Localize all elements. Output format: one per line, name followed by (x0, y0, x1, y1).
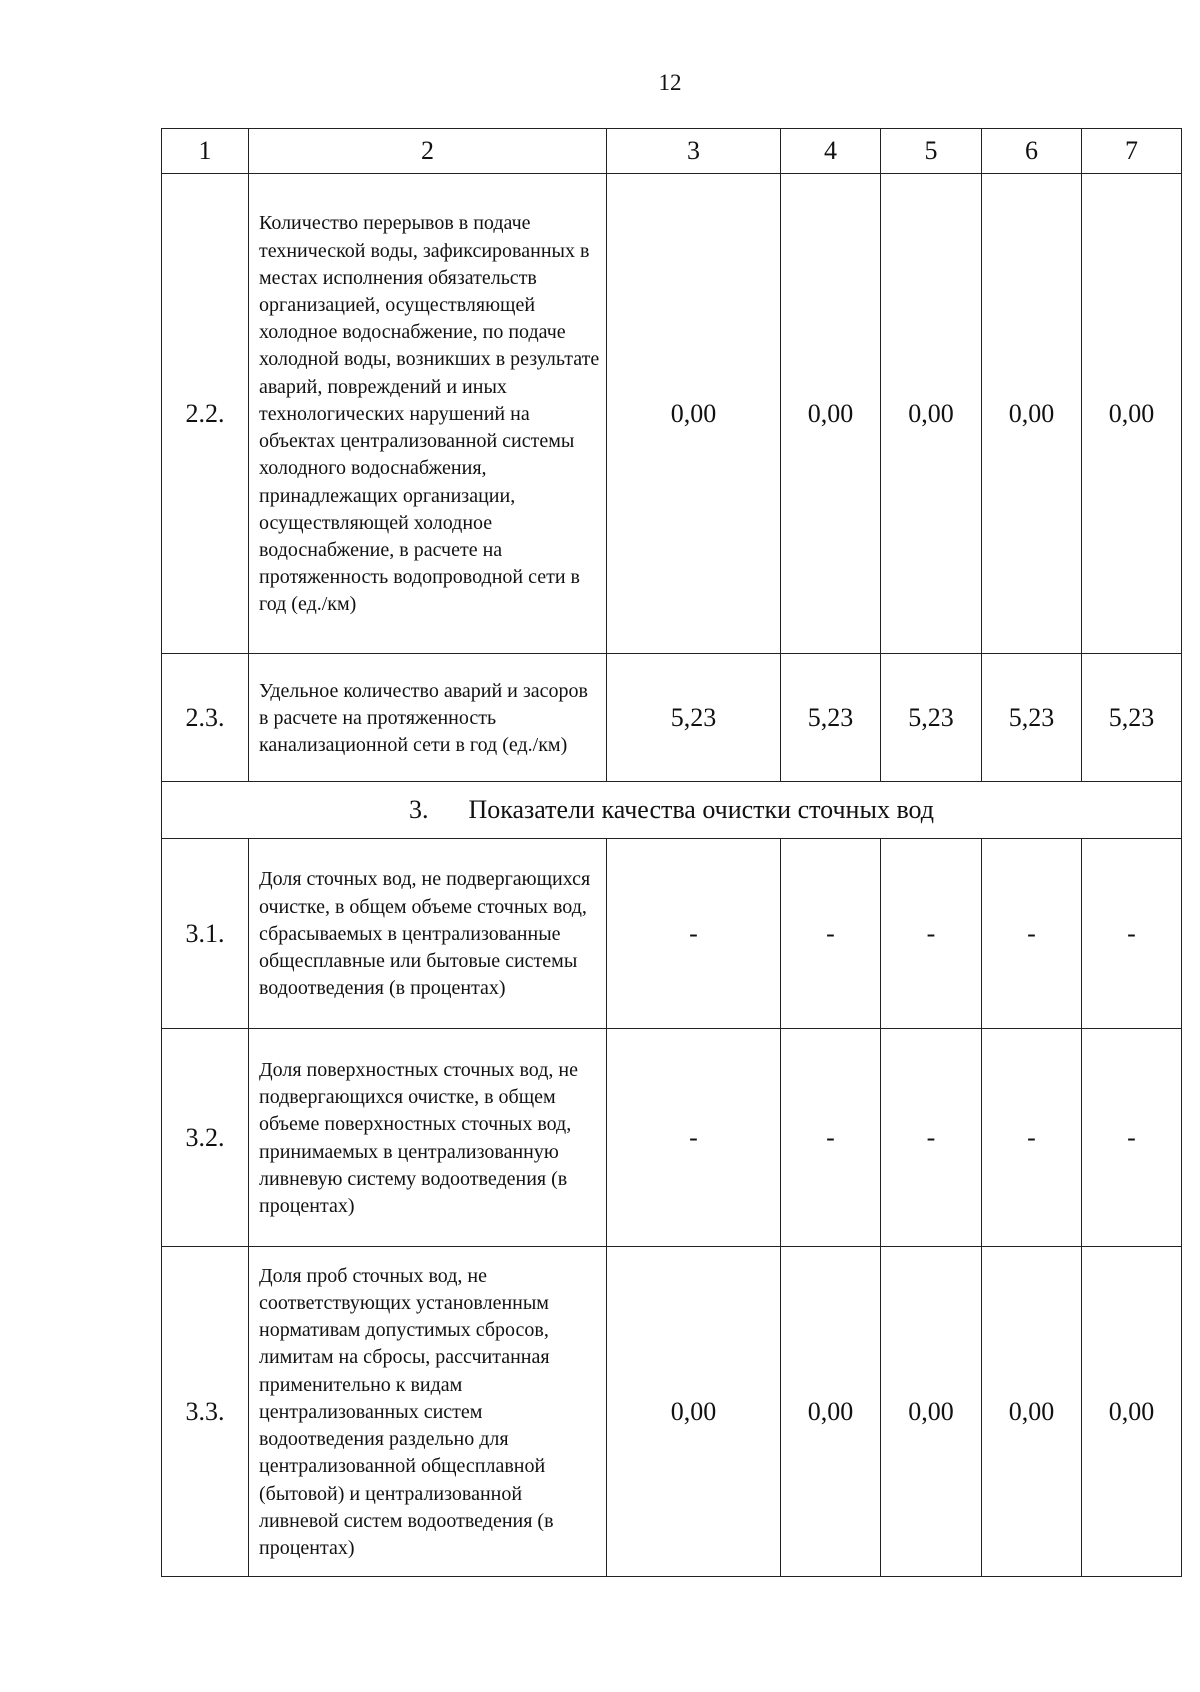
table-row (162, 839, 1182, 1029)
header-cell: 4 (781, 129, 881, 174)
row-number: 3.1. (162, 839, 249, 1029)
row-number: 2.3. (162, 654, 249, 782)
header-cell: 5 (881, 129, 982, 174)
row-description: Доля поверхностных сточных вод, не подвергающихся очистке, в общем объеме поверхностных сточных вод, принимаемых в централизованную ливневую систему водоотведения (в процентах) (249, 1029, 607, 1247)
value-cell: 0,00 (607, 174, 781, 654)
section-title: Показатели качества очистки сточных вод (468, 795, 935, 824)
value-cell: 5,23 (607, 654, 781, 782)
value-cell: 0,00 (607, 1247, 781, 1577)
value-cell: 0,00 (881, 174, 982, 654)
header-cell: 6 (982, 129, 1082, 174)
section-heading (162, 782, 1182, 839)
value-cell: 5,23 (1082, 654, 1182, 782)
header-cell: 1 (162, 129, 249, 174)
value-cell: 0,00 (781, 1247, 881, 1577)
table-row (162, 1247, 1182, 1577)
row-description: Удельное количество аварий и засоров в расчете на протяженность канализационной сети в год (ед./км) (249, 654, 607, 782)
table-row (162, 654, 1182, 782)
section-number: 3. (408, 795, 429, 824)
value-cell: 0,00 (1082, 1247, 1182, 1577)
value-cell: 0,00 (982, 1247, 1082, 1577)
page-number: 12 (658, 70, 682, 95)
value-cell: - (881, 839, 982, 1029)
header-cell: 2 (249, 129, 607, 174)
value-cell: 5,23 (881, 654, 982, 782)
row-number: 2.2. (162, 174, 249, 654)
row-description: Доля сточных вод, не подвергающихся очистке, в общем объеме сточных вод, сбрасываемых в централизованные общесплавные или бытовые системы водоотведения (в процентах) (249, 839, 607, 1029)
value-cell: - (781, 1029, 881, 1247)
header-cell: 7 (1082, 129, 1182, 174)
row-number: 3.2. (162, 1029, 249, 1247)
row-description: Доля проб сточных вод, не соответствующих установленным нормативам допустимых сбросов, лимитам на сбросы, рассчитанная применительно к видам централизованных систем водоотведения раздельно для централизованной общесплавной (бытовой) и централизованной ливневой систем водоотведения (в процентах) (249, 1247, 607, 1577)
table-row (162, 1029, 1182, 1247)
row-description: Количество перерывов в подаче технической воды, зафиксированных в местах исполнения обязательств организацией, осуществляющей холодное водоснабжение, по подаче холодной воды, возникших в результате аварий, повреждений и иных технологических нарушений на объектах централизованной системы холодного водоснабжения, принадлежащих организации, осуществляющей холодное водоснабжение, в расчете на протяженность водопроводной сети в год (ед./км) (249, 174, 607, 654)
header-cell: 3 (607, 129, 781, 174)
value-cell: - (1082, 839, 1182, 1029)
value-cell: 0,00 (982, 174, 1082, 654)
header-row (162, 129, 1182, 174)
value-cell: - (881, 1029, 982, 1247)
section-row (162, 782, 1182, 839)
value-cell: - (982, 839, 1082, 1029)
value-cell: 0,00 (781, 174, 881, 654)
row-number: 3.3. (162, 1247, 249, 1577)
indicators-table (161, 128, 1182, 1577)
value-cell: - (607, 839, 781, 1029)
value-cell: 0,00 (1082, 174, 1182, 654)
table-row (162, 174, 1182, 654)
value-cell: - (1082, 1029, 1182, 1247)
value-cell: - (607, 1029, 781, 1247)
value-cell: - (781, 839, 881, 1029)
value-cell: - (982, 1029, 1082, 1247)
value-cell: 0,00 (881, 1247, 982, 1577)
value-cell: 5,23 (781, 654, 881, 782)
value-cell: 5,23 (982, 654, 1082, 782)
